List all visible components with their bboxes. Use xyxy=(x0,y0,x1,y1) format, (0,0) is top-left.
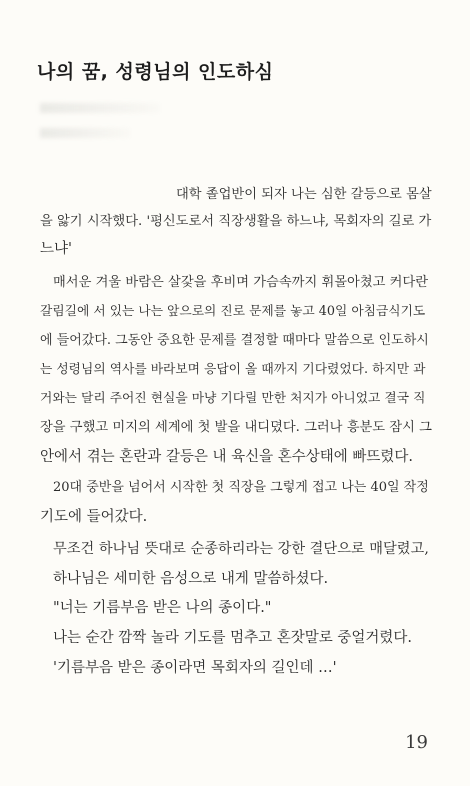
faint-show-through xyxy=(40,103,160,113)
text-line: 거와는 달리 주어진 현실을 마냥 기다릴 만한 처지가 아니었고 결국 직 xyxy=(40,391,426,406)
text-line: 대학 졸업반이 되자 나는 심한 갈등으로 몸살 xyxy=(176,187,432,202)
faint-show-through xyxy=(40,128,130,138)
text-line: 무조건 하나님 뜻대로 순종하리라는 강한 결단으로 매달렸고, xyxy=(53,541,429,557)
text-line: 나는 순간 깜짝 놀라 기도를 멈추고 혼잣말로 중얼거렸다. xyxy=(53,630,413,646)
page-number: 19 xyxy=(405,732,428,753)
text-line: 갈림길에 서 있는 나는 앞으로의 진로 문제를 놓고 40일 아침금식기도 xyxy=(40,304,426,319)
text-line: '기름부음 받은 종이라면 목회자의 길인데 …' xyxy=(53,660,337,676)
text-line: 안에서 겪는 혼란과 갈등은 내 육신을 혼수상태에 빠뜨렸다. xyxy=(40,449,414,465)
text-line: 기도에 들어갔다. xyxy=(40,509,148,525)
text-line: "너는 기름부음 받은 나의 종이다." xyxy=(53,600,272,616)
text-line: 장을 구했고 미지의 세계에 첫 발을 내디뎠다. 그러나 흥분도 잠시 그 xyxy=(40,420,432,435)
text-line: 느냐' xyxy=(40,241,72,257)
text-line: 매서운 겨울 바람은 살갗을 후비며 가슴속까지 휘몰아쳤고 커다란 xyxy=(53,275,429,290)
text-line: 하나님은 세미한 음성으로 내게 말씀하셨다. xyxy=(53,571,329,587)
text-line: 을 앓기 시작했다. '평신도로서 직장생활을 하느냐, 목회자의 길로 가 xyxy=(40,214,432,229)
chapter-title: 나의 꿈, 성령님의 인도하심 xyxy=(37,61,274,83)
text-line: 20대 중반을 넘어서 시작한 첫 직장을 그렇게 접고 나는 40일 작정 xyxy=(53,480,429,495)
text-line: 는 성령님의 역사를 바라보며 응답이 올 때까지 기다렸었다. 하지만 과 xyxy=(40,362,426,377)
text-line: 에 들어갔다. 그동안 중요한 문제를 결정할 때마다 말씀으로 인도하시 xyxy=(40,333,429,348)
